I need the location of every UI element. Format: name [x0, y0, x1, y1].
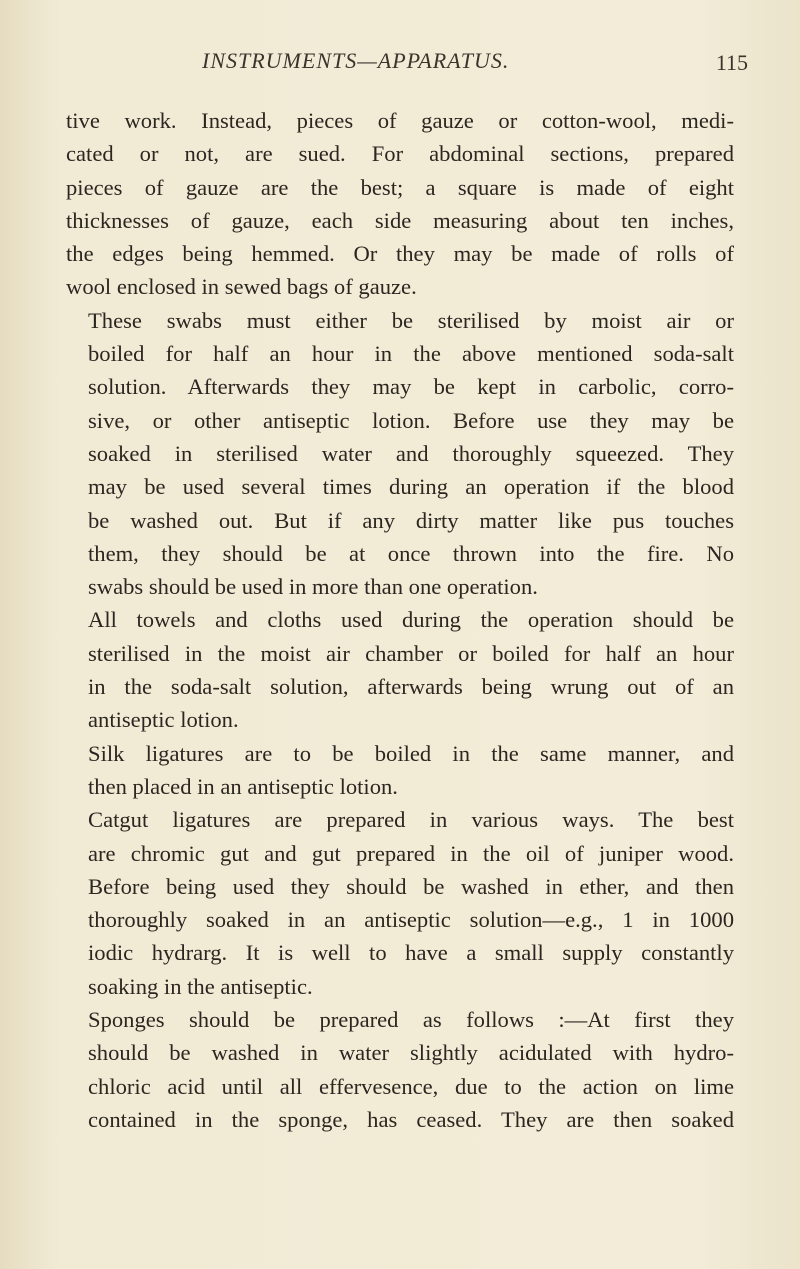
- text-line: Catgut ligatures are prepared in various ways. The best: [88, 807, 734, 833]
- page-header: [66, 48, 766, 84]
- text-line: are chromic gut and gut prepared in the oil of juniper wood.: [88, 840, 734, 866]
- text-line: then placed in an antiseptic lotion.: [88, 773, 398, 799]
- text-line: sive, or other antiseptic lotion. Before use they may be: [88, 407, 734, 433]
- text-line: cated or not, are sued. For abdominal sections, prepared: [66, 141, 734, 167]
- text-line: them, they should be at once thrown into the fire. No: [88, 540, 734, 566]
- text-line: sterilised in the moist air chamber or boiled for half an hour: [88, 640, 734, 666]
- paragraph-2: [66, 304, 734, 604]
- text-line: pieces of gauze are the best; a square is made of eight: [66, 174, 734, 200]
- text-line: chloric acid until all effervesence, due to the action on lime: [88, 1073, 734, 1099]
- text-line: All towels and cloths used during the operation should be: [88, 607, 734, 633]
- text-line: boiled for half an hour in the above mentioned soda-salt: [88, 341, 734, 367]
- text-line: should be washed in water slightly acidulated with hydro-: [88, 1040, 734, 1066]
- text-line: soaking in the antiseptic.: [88, 973, 313, 999]
- text-line: soaked in sterilised water and thoroughly squeezed. They: [88, 440, 734, 466]
- paragraph-3: [66, 603, 734, 736]
- paragraph-6: [66, 1003, 734, 1136]
- text-line: Before being used they should be washed in ether, and then: [88, 873, 734, 899]
- text-line: Sponges should be prepared as follows :—At first they: [88, 1007, 734, 1033]
- running-head: INSTRUMENTS—APPARATUS.: [202, 48, 510, 73]
- text-line: antiseptic lotion.: [88, 707, 239, 733]
- text-line: in the soda-salt solution, afterwards being wrung out of an: [88, 674, 734, 700]
- text-line: iodic hydrarg. It is well to have a small supply constantly: [88, 940, 734, 966]
- text-line: These swabs must either be sterilised by moist air or: [88, 307, 734, 333]
- text-line: the edges being hemmed. Or they may be made of rolls of: [66, 241, 734, 267]
- paragraph-5: [66, 803, 734, 1003]
- text-line: thicknesses of gauze, each side measuring about ten inches,: [66, 207, 734, 233]
- text-line: swabs should be used in more than one operation.: [88, 574, 538, 600]
- text-line: contained in the sponge, has ceased. They are then soaked: [88, 1106, 734, 1132]
- text-line: be washed out. But if any dirty matter like pus touches: [88, 507, 734, 533]
- text-line: wool enclosed in sewed bags of gauze.: [66, 274, 417, 300]
- page-number: 115: [715, 50, 748, 75]
- body-text: [66, 104, 734, 1136]
- paragraph-4: [66, 737, 734, 804]
- text-line: thoroughly soaked in an antiseptic solution—e.g., 1 in 1000: [88, 907, 734, 933]
- text-line: Silk ligatures are to be boiled in the same manner, and: [88, 740, 734, 766]
- paragraph-1: [66, 104, 734, 304]
- text-line: may be used several times during an operation if the blood: [88, 474, 734, 500]
- text-line: solution. Afterwards they may be kept in carbolic, corro-: [88, 374, 734, 400]
- text-line: tive work. Instead, pieces of gauze or cotton-wool, medi-: [66, 108, 734, 133]
